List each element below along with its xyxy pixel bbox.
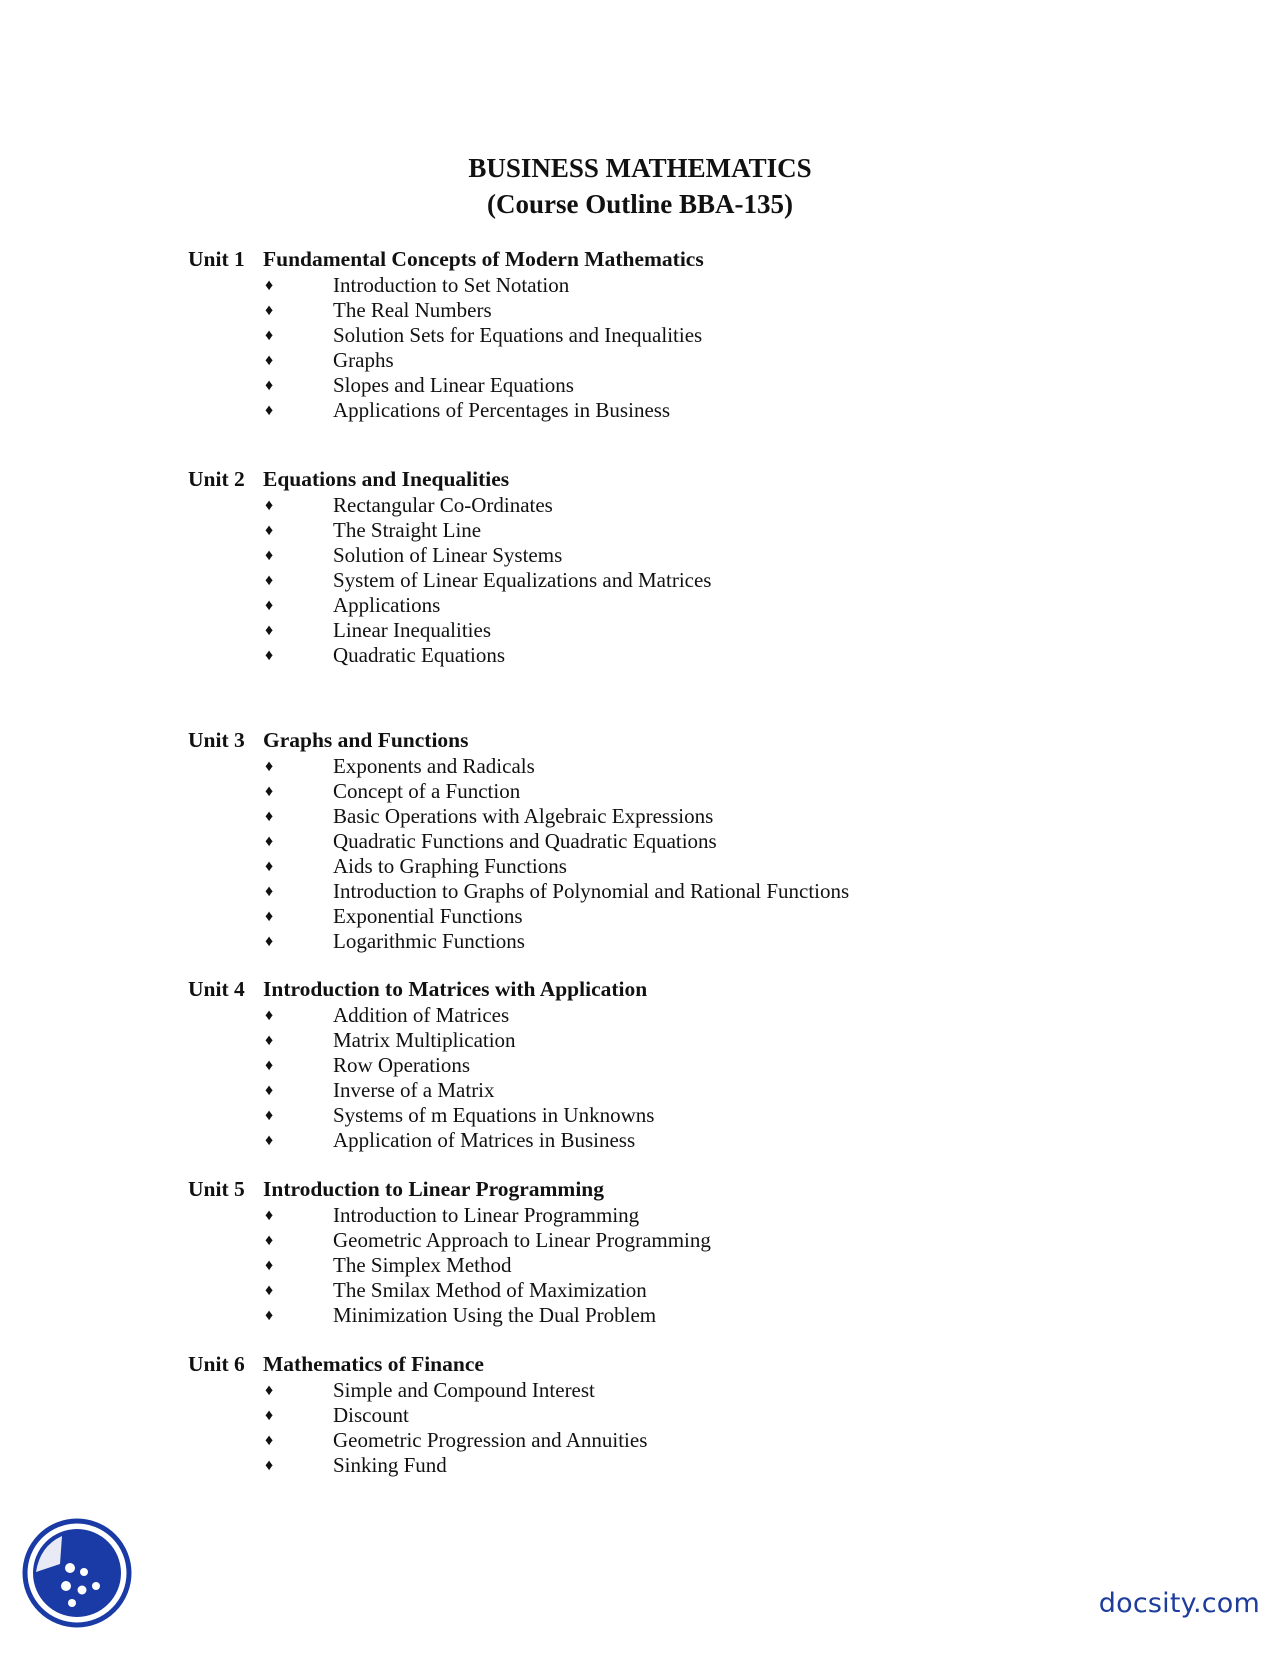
topic-list-item bbox=[188, 854, 1188, 879]
diamond-bullet-icon: ♦ bbox=[265, 327, 274, 344]
diamond-bullet-icon: ♦ bbox=[265, 883, 274, 900]
topic-text: The Real Numbers bbox=[333, 298, 492, 322]
diamond-bullet-icon: ♦ bbox=[265, 1382, 274, 1399]
unit-section-6 bbox=[188, 1351, 1188, 1478]
topic-list-item bbox=[188, 568, 1188, 593]
topic-list-item bbox=[188, 643, 1188, 668]
topic-list-item bbox=[188, 1378, 1188, 1403]
topic-list-item bbox=[188, 1278, 1188, 1303]
topic-text: Introduction to Linear Programming bbox=[333, 1203, 640, 1227]
topic-text: Application of Matrices in Business bbox=[333, 1128, 636, 1152]
diamond-bullet-icon: ♦ bbox=[265, 1432, 274, 1449]
topic-text: Row Operations bbox=[333, 1053, 471, 1077]
diamond-bullet-icon: ♦ bbox=[265, 622, 274, 639]
topic-text: Solution of Linear Systems bbox=[333, 543, 563, 567]
diamond-bullet-icon: ♦ bbox=[265, 1257, 274, 1274]
logo-disc bbox=[33, 1529, 121, 1617]
topic-text: Addition of Matrices bbox=[333, 1003, 510, 1027]
diamond-bullet-icon: ♦ bbox=[265, 1407, 274, 1424]
topic-text: Applications bbox=[333, 593, 441, 617]
topic-list-item bbox=[188, 879, 1188, 904]
unit-number: Unit 3 bbox=[188, 728, 245, 752]
unit-section-5 bbox=[188, 1176, 1188, 1328]
topic-list-item bbox=[188, 593, 1188, 618]
topic-text: Slopes and Linear Equations bbox=[333, 373, 574, 397]
document-subtitle: (Course Outline BBA-135) bbox=[487, 189, 793, 219]
topic-list-item bbox=[188, 779, 1188, 804]
unit-section-3 bbox=[188, 727, 1188, 954]
topic-list-item bbox=[188, 323, 1188, 348]
topic-list-item bbox=[188, 1203, 1188, 1228]
unit-number: Unit 5 bbox=[188, 1177, 245, 1201]
topic-list-item bbox=[188, 904, 1188, 929]
topic-text: Solution Sets for Equations and Inequalities bbox=[333, 323, 703, 347]
topic-list-item bbox=[188, 543, 1188, 568]
unit-header bbox=[188, 727, 1188, 754]
topic-text: Applications of Percentages in Business bbox=[333, 398, 671, 422]
topic-text: Linear Inequalities bbox=[333, 618, 492, 642]
topic-text: The Simplex Method bbox=[333, 1253, 512, 1277]
unit-title: Equations and Inequalities bbox=[263, 467, 510, 491]
topic-text: Logarithmic Functions bbox=[333, 929, 525, 953]
topic-text: Introduction to Graphs of Polynomial and Rational Functions bbox=[333, 879, 850, 903]
topic-text: Aids to Graphing Functions bbox=[333, 854, 567, 878]
unit-number: Unit 6 bbox=[188, 1352, 245, 1376]
topic-list-item bbox=[188, 754, 1188, 779]
topic-list-item bbox=[188, 929, 1188, 954]
diamond-bullet-icon: ♦ bbox=[265, 908, 274, 925]
topic-list-item bbox=[188, 1003, 1188, 1028]
unit-header bbox=[188, 976, 1188, 1003]
diamond-bullet-icon: ♦ bbox=[265, 1032, 274, 1049]
unit-header bbox=[188, 1176, 1188, 1203]
diamond-bullet-icon: ♦ bbox=[265, 597, 274, 614]
diamond-bullet-icon: ♦ bbox=[265, 377, 274, 394]
diamond-bullet-icon: ♦ bbox=[265, 497, 274, 514]
topic-list-item bbox=[188, 348, 1188, 373]
document-title: BUSINESS MATHEMATICS bbox=[468, 153, 812, 183]
document-title-block bbox=[0, 150, 1280, 222]
topic-list-item bbox=[188, 804, 1188, 829]
topic-list-item bbox=[188, 373, 1188, 398]
diamond-bullet-icon: ♦ bbox=[265, 1307, 274, 1324]
unit-title: Introduction to Matrices with Application bbox=[263, 977, 648, 1001]
topic-text: Concept of a Function bbox=[333, 779, 521, 803]
topic-list-item bbox=[188, 1103, 1188, 1128]
diamond-bullet-icon: ♦ bbox=[265, 572, 274, 589]
logo-dot bbox=[65, 1563, 75, 1573]
diamond-bullet-icon: ♦ bbox=[265, 522, 274, 539]
topic-list-item bbox=[188, 1428, 1188, 1453]
topic-list-item bbox=[188, 1453, 1188, 1478]
topic-list-item bbox=[188, 1128, 1188, 1153]
unit-section-4 bbox=[188, 976, 1188, 1153]
diamond-bullet-icon: ♦ bbox=[265, 1207, 274, 1224]
diamond-bullet-icon: ♦ bbox=[265, 1232, 274, 1249]
topic-text: Inverse of a Matrix bbox=[333, 1078, 495, 1102]
topic-list-item bbox=[188, 1053, 1188, 1078]
topic-list-item bbox=[188, 298, 1188, 323]
logo-dot bbox=[68, 1599, 76, 1607]
topic-list-item bbox=[188, 398, 1188, 423]
unit-title: Mathematics of Finance bbox=[263, 1352, 484, 1376]
topic-text: Introduction to Set Notation bbox=[333, 273, 570, 297]
topic-text: System of Linear Equalizations and Matrices bbox=[333, 568, 712, 592]
topic-text: Quadratic Functions and Quadratic Equations bbox=[333, 829, 717, 853]
logo-dot bbox=[92, 1582, 100, 1590]
diamond-bullet-icon: ♦ bbox=[265, 352, 274, 369]
topic-text: Exponents and Radicals bbox=[333, 754, 535, 778]
topic-text: Exponential Functions bbox=[333, 904, 523, 928]
topic-text: Discount bbox=[333, 1403, 409, 1427]
diamond-bullet-icon: ♦ bbox=[265, 1282, 274, 1299]
logo-dot bbox=[61, 1581, 71, 1591]
topic-text: Minimization Using the Dual Problem bbox=[333, 1303, 657, 1327]
topic-list-item bbox=[188, 273, 1188, 298]
topic-text: Geometric Approach to Linear Programming bbox=[333, 1228, 711, 1252]
diamond-bullet-icon: ♦ bbox=[265, 1107, 274, 1124]
topic-text: Graphs bbox=[333, 348, 394, 372]
brand-link[interactable]: docsity.com bbox=[1098, 1588, 1260, 1619]
unit-section-1 bbox=[188, 246, 1188, 423]
topic-list-item bbox=[188, 1228, 1188, 1253]
diamond-bullet-icon: ♦ bbox=[265, 1057, 274, 1074]
topic-list-item bbox=[188, 518, 1188, 543]
logo-dot bbox=[80, 1568, 88, 1576]
diamond-bullet-icon: ♦ bbox=[265, 1132, 274, 1149]
unit-section-2 bbox=[188, 466, 1188, 668]
diamond-bullet-icon: ♦ bbox=[265, 858, 274, 875]
unit-title: Fundamental Concepts of Modern Mathematics bbox=[263, 247, 704, 271]
unit-number: Unit 1 bbox=[188, 247, 245, 271]
unit-title: Introduction to Linear Programming bbox=[263, 1177, 605, 1201]
diamond-bullet-icon: ♦ bbox=[265, 833, 274, 850]
diamond-bullet-icon: ♦ bbox=[265, 647, 274, 664]
topic-text: Systems of m Equations in Unknowns bbox=[333, 1103, 655, 1127]
topic-list-item bbox=[188, 1253, 1188, 1278]
topic-text: Geometric Progression and Annuities bbox=[333, 1428, 648, 1452]
docsity-logo-icon[interactable] bbox=[22, 1518, 132, 1628]
diamond-bullet-icon: ♦ bbox=[265, 758, 274, 775]
unit-header bbox=[188, 246, 1188, 273]
unit-title: Graphs and Functions bbox=[263, 728, 469, 752]
diamond-bullet-icon: ♦ bbox=[265, 808, 274, 825]
topic-list-item bbox=[188, 829, 1188, 854]
diamond-bullet-icon: ♦ bbox=[265, 783, 274, 800]
diamond-bullet-icon: ♦ bbox=[265, 933, 274, 950]
diamond-bullet-icon: ♦ bbox=[265, 302, 274, 319]
topic-list-item bbox=[188, 1028, 1188, 1053]
logo-dot bbox=[78, 1586, 87, 1595]
unit-header bbox=[188, 466, 1188, 493]
topic-text: Matrix Multiplication bbox=[333, 1028, 516, 1052]
topic-list-item bbox=[188, 1303, 1188, 1328]
topic-text: The Straight Line bbox=[333, 518, 482, 542]
unit-number: Unit 4 bbox=[188, 977, 245, 1001]
unit-number: Unit 2 bbox=[188, 467, 245, 491]
topic-text: Basic Operations with Algebraic Expressions bbox=[333, 804, 714, 828]
topic-list-item bbox=[188, 1078, 1188, 1103]
diamond-bullet-icon: ♦ bbox=[265, 277, 274, 294]
diamond-bullet-icon: ♦ bbox=[265, 1007, 274, 1024]
topic-list-item bbox=[188, 493, 1188, 518]
topic-text: Quadratic Equations bbox=[333, 643, 506, 667]
diamond-bullet-icon: ♦ bbox=[265, 402, 274, 419]
topic-text: Sinking Fund bbox=[333, 1453, 447, 1477]
topic-text: The Smilax Method of Maximization bbox=[333, 1278, 647, 1302]
diamond-bullet-icon: ♦ bbox=[265, 1457, 274, 1474]
topic-list-item bbox=[188, 618, 1188, 643]
diamond-bullet-icon: ♦ bbox=[265, 547, 274, 564]
topic-list-item bbox=[188, 1403, 1188, 1428]
topic-text: Simple and Compound Interest bbox=[333, 1378, 595, 1402]
unit-header bbox=[188, 1351, 1188, 1378]
diamond-bullet-icon: ♦ bbox=[265, 1082, 274, 1099]
topic-text: Rectangular Co-Ordinates bbox=[333, 493, 553, 517]
